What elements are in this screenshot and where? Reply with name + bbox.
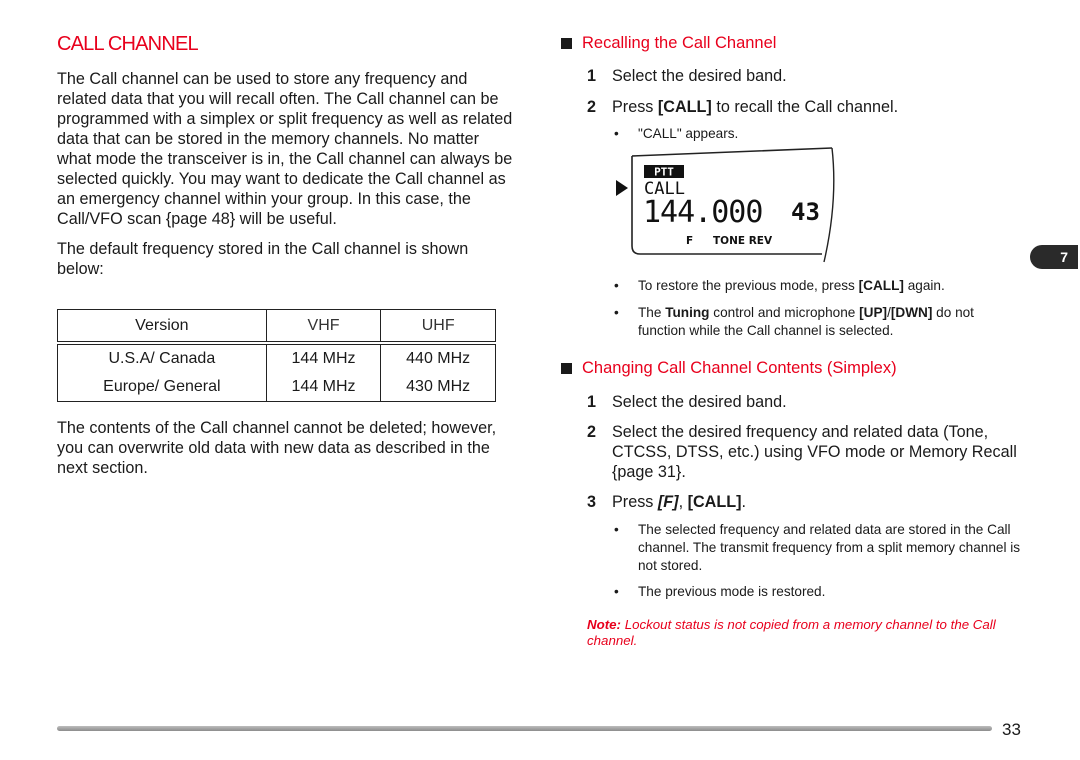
bullet-dot-icon: • [614, 305, 619, 320]
step-text: Select the desired band. [612, 393, 787, 411]
default-frequency-paragraph: The default frequency stored in the Call channel is shown below: [57, 240, 469, 278]
page-number: 33 [1002, 720, 1021, 739]
up-key-label: [UP] [859, 305, 888, 320]
bullet-text: The selected frequency and related data are stored in the Call channel. The transmit frequency from a split memory channel is not stored. [638, 522, 1021, 573]
note-label: Note: [587, 617, 621, 632]
step-text [612, 97, 1022, 117]
ptt-indicator: PTT [654, 165, 674, 179]
bullet-text-part: do not function while the Call channel is selected. [638, 305, 974, 338]
f-key-label: [F] [657, 493, 679, 511]
table-header-vhf: VHF [266, 310, 381, 344]
lcd-display-illustration [612, 146, 838, 264]
change-heading-text: Changing Call Channel Contents (Simplex) [582, 359, 897, 377]
step-number: 2 [587, 423, 597, 441]
step-text-part: Press [612, 493, 658, 511]
intro-paragraph: The Call channel can be used to store any frequency and related data that you will recall often. The Call channel can be programmed with a simplex or split frequency as well as related data that can be stored in the memory channels. No matter what mode the transceiver is in, the Call channel can always be selected quickly. You may want to dedicate the Call channel as an emergency channel within your group. In this case, the Call/VFO scan {page 48} will be useful. [57, 70, 513, 228]
table-row [58, 373, 496, 402]
step-text-part: Press [612, 98, 658, 116]
f-indicator: F [686, 235, 694, 247]
bullet-text: The previous mode is restored. [638, 584, 826, 599]
page-title: CALL CHANNEL [57, 33, 198, 55]
step-text-part: , [678, 493, 688, 511]
step-text-part: to recall the Call channel. [711, 98, 899, 116]
change-heading [561, 359, 897, 378]
recall-heading [561, 34, 776, 53]
bullet-dot-icon: • [614, 584, 619, 599]
bullet-dot-icon: • [614, 278, 619, 293]
call-key-label: [CALL] [657, 98, 712, 116]
step-text: Select the desired frequency and related data (Tone, CTCSS, DTSS, etc.) using VFO mode or Memory Recall {page 31}. [612, 423, 1017, 481]
table-row [58, 343, 496, 373]
left-footer [57, 418, 507, 478]
step-number: 1 [587, 393, 597, 411]
call-indicator: CALL [644, 179, 685, 199]
step-number: 3 [587, 493, 597, 511]
step-text: Select the desired band. [612, 67, 787, 85]
bullet-text-part: To restore the previous mode, press [638, 278, 859, 293]
bullet-text: "CALL" appears. [638, 126, 739, 141]
bullet-text-part: control and microphone [709, 305, 860, 320]
table-cell: 430 MHz [381, 373, 496, 402]
table-cell: U.S.A/ Canada [58, 343, 267, 373]
chapter-tab [1030, 245, 1078, 269]
bullet-text-part: The [638, 305, 666, 320]
square-bullet-icon [561, 363, 572, 374]
step-number: 2 [587, 98, 597, 116]
step-number: 1 [587, 67, 597, 85]
table-header-version: Version [58, 310, 267, 344]
bullet-dot-icon: • [614, 522, 619, 537]
bullet-text [638, 304, 1023, 340]
call-key-label: [CALL] [687, 493, 742, 511]
chapter-number: 7 [1060, 249, 1068, 265]
frequency-readout: 144.000 [643, 195, 763, 230]
left-column [57, 69, 517, 279]
note-box [587, 617, 1017, 649]
play-arrow-icon [616, 180, 628, 196]
footer-rule [57, 726, 992, 731]
bullet-text-part: again. [903, 278, 945, 293]
table-cell: 144 MHz [266, 343, 381, 373]
table-header-row [58, 310, 496, 344]
step-text-part: . [741, 493, 746, 511]
delete-paragraph: The contents of the Call channel cannot be deleted; however, you can overwrite old data with new data as described in the next section. [57, 419, 497, 477]
note-text: Lockout status is not copied from a memory channel to the Call channel. [587, 617, 996, 648]
tone-rev-indicator: TONE REV [713, 235, 773, 247]
table-header-uhf: UHF [381, 310, 496, 344]
step-text [612, 492, 1022, 512]
table-cell: 440 MHz [381, 343, 496, 373]
bullet-text [638, 277, 1023, 295]
dwn-key-label: [DWN] [890, 305, 933, 320]
tuning-control-label: Tuning [665, 305, 710, 320]
table-cell: Europe/ General [58, 373, 267, 402]
bullet-text-part: / [887, 305, 891, 320]
default-frequency-table [57, 309, 496, 402]
square-bullet-icon [561, 38, 572, 49]
recall-heading-text: Recalling the Call Channel [582, 34, 777, 52]
call-key-label: [CALL] [858, 278, 904, 293]
table-cell: 144 MHz [266, 373, 381, 402]
bullet-dot-icon: • [614, 126, 619, 141]
channel-readout: 43 [791, 198, 820, 226]
